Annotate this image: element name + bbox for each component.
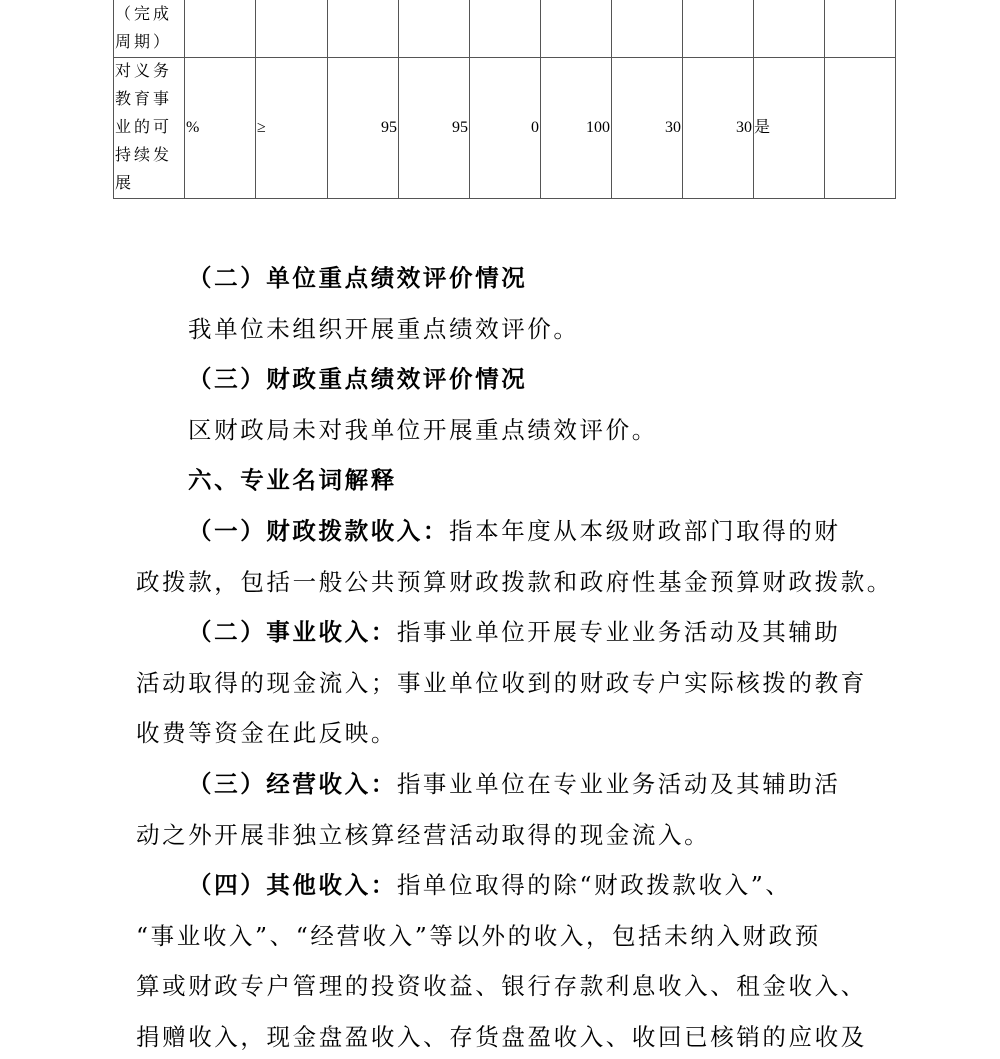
table-cell xyxy=(328,0,399,58)
text-line xyxy=(136,820,710,850)
text-line xyxy=(188,870,791,900)
table-cell xyxy=(185,0,256,58)
table-cell: 100 xyxy=(541,58,612,199)
table-cell: （完成周期） xyxy=(114,0,185,58)
bold-term: （三）经营收入： xyxy=(188,770,397,798)
text-line xyxy=(136,567,893,597)
text-line xyxy=(136,718,397,748)
line-text: 政拨款，包括一般公共预算财政拨款和政府性基金预算财政拨款。 xyxy=(136,567,893,596)
text-line xyxy=(188,263,527,293)
table-cell xyxy=(683,0,754,58)
table-cell: 30 xyxy=(683,58,754,199)
text-line xyxy=(136,1022,867,1052)
text-line xyxy=(136,921,821,951)
text-line xyxy=(188,516,841,546)
line-text: 我单位未组织开展重点绩效评价。 xyxy=(188,314,580,343)
table-cell xyxy=(541,0,612,58)
line-text: 算或财政专户管理的投资收益、银行存款利息收入、租金收入、 xyxy=(136,972,867,1001)
table-cell xyxy=(612,0,683,58)
text-line xyxy=(188,364,527,394)
table-row xyxy=(114,0,896,58)
line-text: “事业收入”、“经营收入”等以外的收入，包括未纳入财政预 xyxy=(136,921,821,950)
table-cell: % xyxy=(185,58,256,199)
table-cell xyxy=(256,0,328,58)
table-cell: 95 xyxy=(328,58,399,199)
table-cell: 对义务教育事业的可持续发展 xyxy=(114,58,185,199)
text-line xyxy=(188,465,397,495)
text-line xyxy=(188,617,841,647)
line-text: 动之外开展非独立核算经营活动取得的现金流入。 xyxy=(136,820,711,849)
line-text: 指事业单位开展专业业务活动及其辅助 xyxy=(396,618,841,647)
table-cell xyxy=(399,0,470,58)
line-text: 捐赠收入，现金盘盈收入、存货盘盈收入、收回已核销的应收及 xyxy=(136,1023,867,1051)
text-line xyxy=(188,415,658,445)
table-cell xyxy=(825,0,896,58)
line-text: 指事业单位在专业业务活动及其辅助活 xyxy=(396,770,841,798)
bold-term: 六、专业名词解释 xyxy=(188,466,397,495)
table-cell: 30 xyxy=(612,58,683,199)
text-line xyxy=(136,668,867,698)
line-text: 指本年度从本级财政部门取得的财 xyxy=(449,517,841,545)
bold-term: （二）单位重点绩效评价情况 xyxy=(188,264,528,292)
text-line xyxy=(136,971,867,1001)
performance-table xyxy=(113,0,896,199)
bold-term: （三）财政重点绩效评价情况 xyxy=(188,365,528,394)
line-text: 指单位取得的除“财政拨款收入”、 xyxy=(396,871,792,900)
table-cell xyxy=(470,0,541,58)
line-text: 收费等资金在此反映。 xyxy=(136,719,397,748)
text-line xyxy=(188,314,580,344)
table-row xyxy=(114,58,896,199)
text-line xyxy=(188,769,841,799)
table-cell xyxy=(825,58,896,199)
table-cell: ≥ xyxy=(256,58,328,199)
bold-term: （四）其他收入： xyxy=(188,871,397,900)
bold-term: （二）事业收入： xyxy=(188,618,397,647)
table-cell xyxy=(754,0,825,58)
line-text: 区财政局未对我单位开展重点绩效评价。 xyxy=(188,415,658,444)
table-cell: 95 xyxy=(399,58,470,199)
table-cell: 是 xyxy=(754,58,825,199)
line-text: 活动取得的现金流入；事业单位收到的财政专户实际核拨的教育 xyxy=(136,668,867,697)
table-cell: 0 xyxy=(470,58,541,199)
bold-term: （一）财政拨款收入： xyxy=(188,517,449,545)
